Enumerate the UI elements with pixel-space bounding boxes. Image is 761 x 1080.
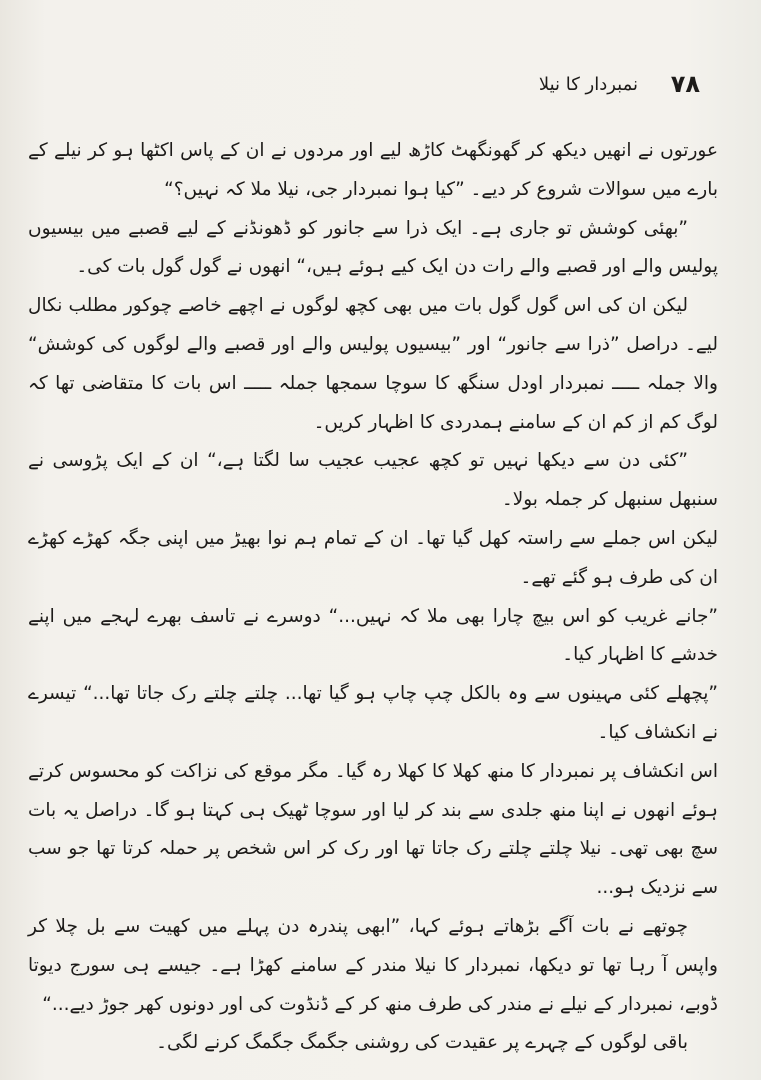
paragraph: ”بھئی کوشش تو جاری ہے۔ ایک ذرا سے جانور کو ڈھونڈنے کے لیے قصبے میں بیسیوں پولیس والے اور قصبے والے رات دن ایک کیے ہوئے ہیں،“ انھوں نے گول گول بات کی۔: [28, 217, 718, 278]
paragraph: لیکن ان کی اس گول گول بات میں بھی کچھ لوگوں نے اچھے خاصے چوکور مطلب نکال لیے۔ دراصل ”ذرا سے جانور“ اور ”بیسیوں پولیس والے اور قصبے والے لوگوں کی کوشش“ والا جملہ ـــــ نمبردار اودل سنگھ کا سوچا سمجھا جملہ ـــــ اس بات کا متقاضی تھا کہ لوگ کم از کم ان کے سامنے ہمدردی کا اظہار کریں۔: [28, 295, 718, 433]
page-number: ۷۸: [670, 70, 700, 98]
paragraph: عورتوں نے انھیں دیکھ کر گھونگھٹ کاڑھ لیے اور مردوں نے ان کے پاس اکٹھا ہو کر نیلے کے بارے میں سوالات شروع کر دیے۔ ”کیا ہوا نمبردار جی، نیلا ملا کہ نہیں؟“: [28, 140, 718, 200]
paragraph: ”پچھلے کئی مہینوں سے وہ بالکل چپ چاپ ہو گیا تھا... چلتے چلتے رک جاتا تھا...“ تیسرے نے انکشاف کیا۔: [28, 683, 718, 743]
text-body: [28, 132, 718, 1063]
page-header: [520, 70, 700, 100]
running-title: نمبردار کا نیلا: [538, 74, 638, 95]
paragraph: لیکن اس جملے سے راستہ کھل گیا تھا۔ ان کے تمام ہم نوا بھیڑ میں اپنی جگہ کھڑے کھڑے ان کی طرف ہو گئے تھے۔: [28, 527, 718, 588]
paragraph: باقی لوگوں کے چہرے پر عقیدت کی روشنی جگمگ جگمگ کرنے لگی۔: [156, 1032, 688, 1054]
paragraph: چوتھے نے بات آگے بڑھاتے ہوئے کہا، ”ابھی پندرہ دن پہلے میں کھیت سے بل چلا کر واپس آ رہا تھا تو دیکھا، نمبردار کا نیلا مندر کے سامنے کھڑا ہے۔ جیسے ہی سورج دیوتا ڈوبے، نمبردار کے نیلے نے مندر کی طرف منھ کر کے ڈنڈوت کی اور دونوں کھر جوڑ دیے...“: [28, 915, 718, 1015]
paragraph: ”کئی دن سے دیکھا نہیں تو کچھ عجیب عجیب سا لگتا ہے،“ ان کے ایک پڑوسی نے سنبھل سنبھل کر جملہ بولا۔: [28, 450, 718, 511]
paragraph: اس انکشاف پر نمبردار کا منھ کھلا کا کھلا رہ گیا۔ مگر موقع کی نزاکت کو محسوس کرتے ہوئے انھوں نے اپنا منھ جلدی سے بند کر لیا اور سوچا ٹھیک ہی کہتا ہو گا۔ دراصل یہ بات سچ بھی تھی۔ نیلا چلتے چلتے رک جاتا تھا اور رک کر اس شخص پر حملہ کرتا تھا جو سب سے نزدیک ہو...: [28, 760, 718, 899]
paragraph: ”جانے غریب کو اس بیچ چارا بھی ملا کہ نہیں...“ دوسرے نے تاسف بھرے لہجے میں اپنے خدشے کا اظہار کیا۔: [28, 605, 718, 666]
